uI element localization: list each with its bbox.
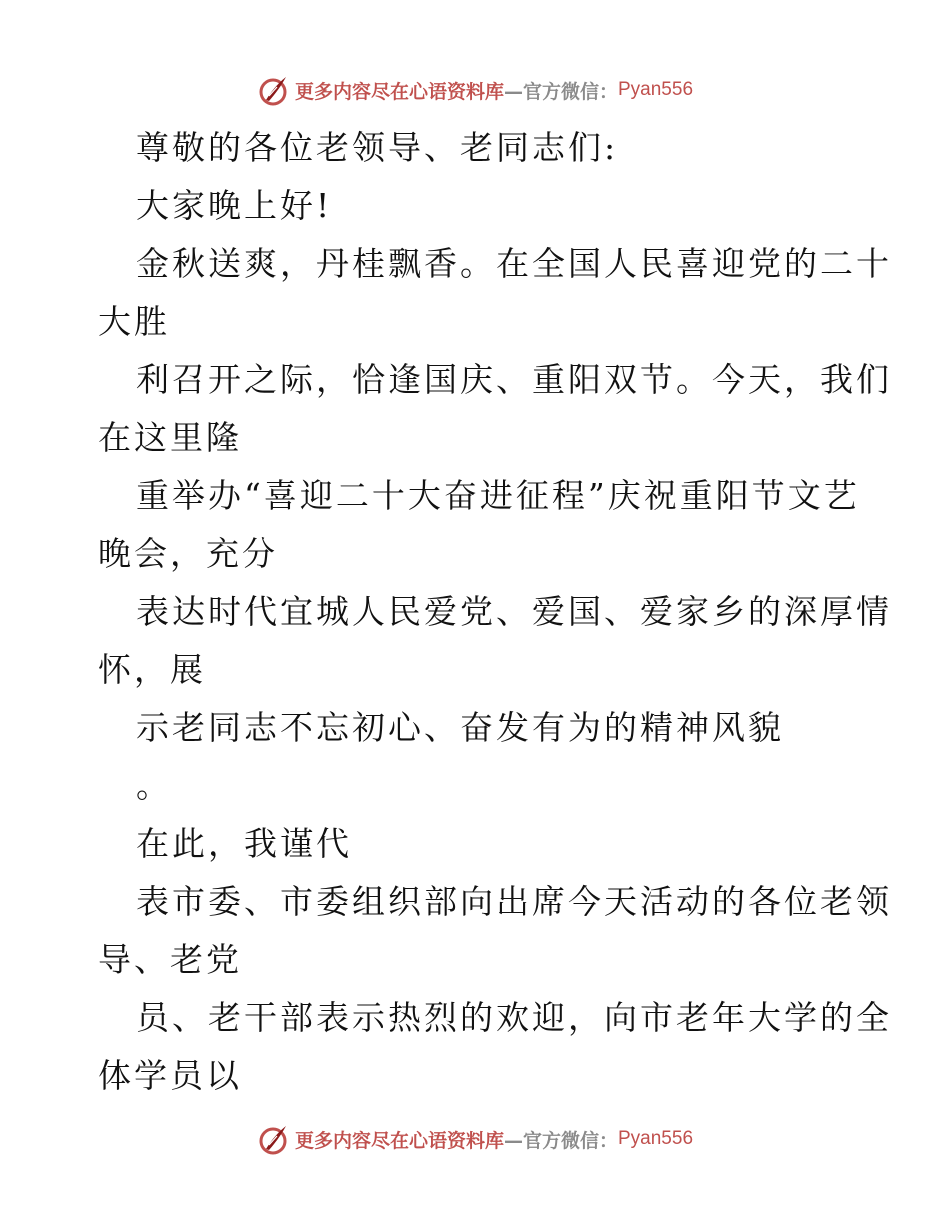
- watermark-official-label: —官方微信：: [503, 1129, 618, 1152]
- text-line: 在此，我谨代: [136, 824, 352, 863]
- text-line: 导、老党: [98, 940, 242, 979]
- text-line: 表达时代宜城人民爱党、爱国、爱家乡的深厚情: [136, 592, 892, 631]
- text-line: 表市委、市委组织部向出席今天活动的各位老领: [136, 882, 892, 921]
- text-line: 。: [136, 766, 172, 805]
- text-line: 重举办“喜迎二十大奋进征程”庆祝重阳节文艺: [136, 476, 860, 515]
- watermark-official-label: —官方微信：: [503, 80, 618, 103]
- watermark-brand-text: 更多内容尽在心语资料库: [294, 80, 504, 103]
- footer-watermark: [0, 1119, 950, 1159]
- text-line: 金秋送爽，丹桂飘香。在全国人民喜迎党的二十: [136, 244, 892, 283]
- text-line: 利召开之际，恰逢国庆、重阳双节。今天，我们: [136, 360, 892, 399]
- text-line: 员、老干部表示热烈的欢迎，向市老年大学的全: [136, 998, 892, 1037]
- text-line: 体学员以: [98, 1056, 242, 1095]
- header-watermark: [0, 70, 950, 110]
- greeting-line: 大家晚上好!: [136, 186, 333, 225]
- quill-pen-logo-icon: [257, 74, 289, 106]
- text-line: 在这里隆: [98, 418, 242, 457]
- salutation-line: 尊敬的各位老领导、老同志们:: [136, 128, 619, 167]
- text-line: 晚会，充分: [98, 534, 278, 573]
- quill-pen-logo-icon: [257, 1123, 289, 1155]
- watermark-wechat-id: Pyan556: [618, 1128, 694, 1149]
- text-line: 大胜: [98, 302, 170, 341]
- text-line: 示老同志不忘初心、奋发有为的精神风貌: [136, 708, 784, 747]
- watermark-brand-text: 更多内容尽在心语资料库: [294, 1129, 504, 1152]
- text-line: 怀，展: [98, 650, 206, 689]
- watermark-wechat-id: Pyan556: [618, 79, 694, 100]
